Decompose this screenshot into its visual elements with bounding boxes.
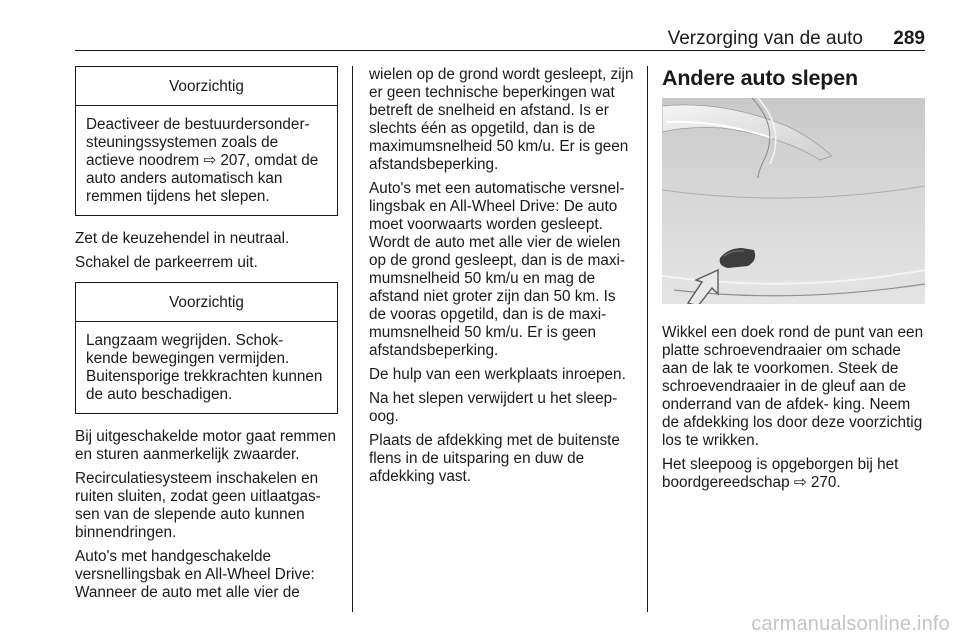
warning-box-1 bbox=[75, 66, 338, 216]
paragraph-recirculation: Recirculatiesysteem inschakelen en ruiten sluiten, zodat geen uitlaatgas- sen van de slepende auto kunnen binnendringen. bbox=[75, 470, 321, 541]
paragraph-automatic-awd: Auto's met een automatische versnel- lingsbak en All-Wheel Drive: De auto moet voorwaarts worden gesleept. Wordt de auto met alle vier de wielen op de grond gesleept, dan is de maxi- mumsnelheid 50 km/u en mag de afstand niet groter zijn dan 50 km. Is de vooras opgetild, dan is de maxi- mumsnelheid 50 km/u. Er is geen afstandsbeperking. bbox=[369, 180, 625, 359]
paragraph-manual-awd: Auto's met handgeschakelde versnellingsbak en All-Wheel Drive: Wanneer de auto met alle vier de bbox=[75, 548, 315, 601]
column-right bbox=[662, 66, 925, 498]
paragraph-parking-brake: Schakel de parkeerrem uit. bbox=[75, 254, 258, 271]
warning-text-2: Langzaam wegrijden. Schok- kende bewegingen vermijden. Buitensporige trekkrachten kunnen de auto beschadigen. bbox=[86, 332, 323, 403]
rear-bumper-illustration bbox=[662, 98, 925, 304]
section-title-header: Verzorging van de auto bbox=[667, 28, 863, 49]
page-header bbox=[75, 28, 925, 48]
paragraph-wheels-ground: wielen op de grond wordt gesleept, zijn er geen technische beperkingen wat betreft de snelheid en afstand. Is er slechts één as opgetild, dan is de maximumsnelheid 50 km/u. Er is geen afstandsbeperking. bbox=[369, 66, 634, 173]
paragraph-fit-cover: Plaats de afdekking met de buitenste flens in de uitsparing en duw de afdekking vast. bbox=[369, 432, 620, 485]
column-middle bbox=[369, 66, 634, 492]
warning-heading-1: Voorzichtig bbox=[76, 67, 337, 106]
column-divider-2 bbox=[647, 66, 648, 612]
watermark: carmanualsonline.info bbox=[751, 613, 950, 635]
paragraph-remove-tow-eye: Na het slepen verwijdert u het sleep- oog. bbox=[369, 390, 618, 425]
header-rule bbox=[75, 50, 925, 51]
column-left bbox=[75, 66, 338, 608]
paragraph-screwdriver: Wikkel een doek rond de punt van een platte schroevendraaier om schade aan de lak te voorkomen. Steek de schroevendraaier in de gleuf aan de onderrand van de afdek- king. Neem de afdekking los door deze voorzichtig los te wrikken. bbox=[662, 324, 924, 449]
section-heading-towing-other-car: Andere auto slepen bbox=[662, 66, 858, 90]
paragraph-engine-off: Bij uitgeschakelde motor gaat remmen en sturen aanmerkelijk zwaarder. bbox=[75, 428, 337, 463]
paragraph-neutral: Zet de keuzehendel in neutraal. bbox=[75, 230, 290, 247]
column-divider-1 bbox=[352, 66, 353, 612]
paragraph-workshop: De hulp van een werkplaats inroepen. bbox=[369, 366, 626, 383]
paragraph-tow-eye-storage: Het sleepoog is opgeborgen bij het boordgereedschap ⇨ 270. bbox=[662, 456, 899, 491]
warning-heading-2: Voorzichtig bbox=[76, 283, 337, 322]
warning-box-2 bbox=[75, 282, 338, 414]
page-number: 289 bbox=[893, 28, 925, 49]
warning-text-1: Deactiveer de bestuurdersonder- steuningssystemen zoals de actieve noodrem ⇨ 207, omdat de auto anders automatisch kan remmen tijdens het slepen. bbox=[86, 116, 319, 205]
